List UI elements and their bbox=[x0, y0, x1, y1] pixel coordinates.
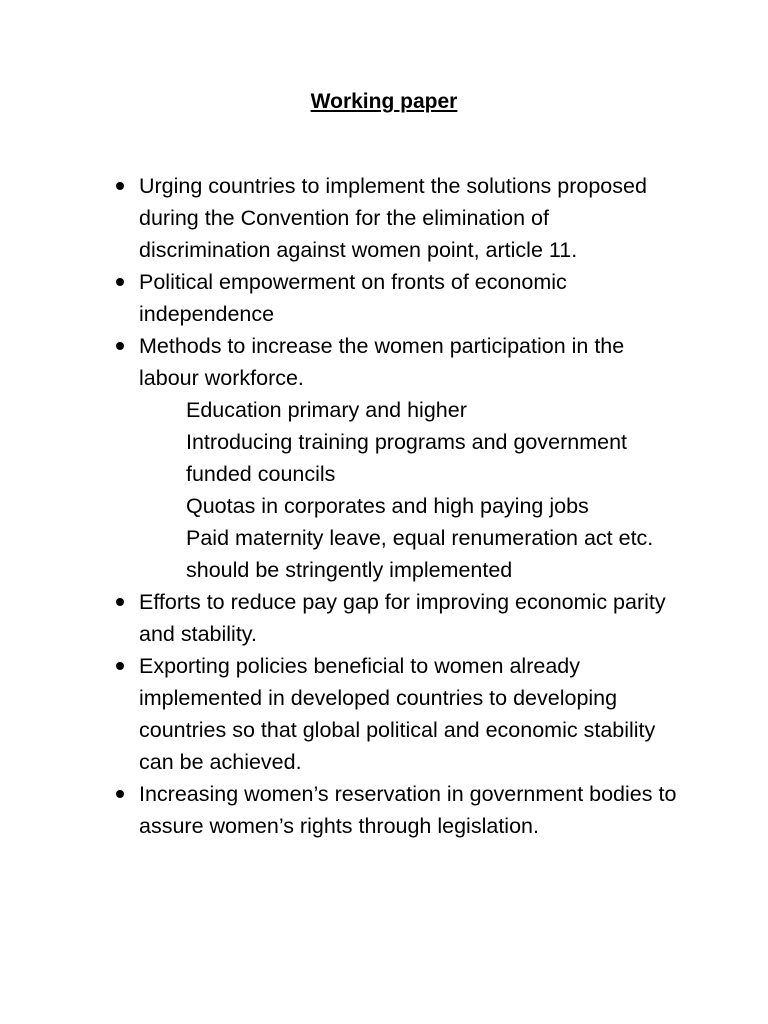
bullet-dot-icon bbox=[116, 790, 124, 798]
bullet-text: Political empowerment on fronts of economic independence bbox=[139, 270, 567, 326]
bullet-text: Urging countries to implement the solutions proposed during the Convention for the elimination of discrimination against women point, article 11. bbox=[139, 174, 647, 262]
bullet-text: Increasing women’s reservation in government bodies to assure women’s rights through legislation. bbox=[139, 782, 677, 838]
bullet-text: Exporting policies beneficial to women already implemented in developed countries to developing countries so that global political and economic stability can be achieved. bbox=[139, 654, 656, 774]
sub-item-quotas: Quotas in corporates and high paying jobs bbox=[186, 494, 589, 518]
bullet-dot-icon bbox=[116, 662, 124, 670]
bullet-item-reservation bbox=[139, 778, 684, 842]
bullet-dot-icon bbox=[116, 278, 124, 286]
bullet-list bbox=[139, 170, 684, 842]
bullet-item-pay-gap bbox=[139, 586, 684, 650]
bullet-item-political-empowerment bbox=[139, 266, 684, 330]
sub-list bbox=[139, 394, 684, 586]
bullet-dot-icon bbox=[116, 598, 124, 606]
bullet-text: Efforts to reduce pay gap for improving economic parity and stability. bbox=[139, 590, 666, 646]
bullet-item-women-participation bbox=[139, 330, 684, 586]
sub-item-education: Education primary and higher bbox=[186, 398, 467, 422]
bullet-item-countries-implement bbox=[139, 170, 684, 266]
sub-item-maternity-leave: Paid maternity leave, equal renumeration act etc. should be stringently implemented bbox=[186, 526, 654, 582]
bullet-item-exporting-policies bbox=[139, 650, 684, 778]
document-title: Working paper bbox=[310, 90, 458, 113]
bullet-text: Methods to increase the women participation in the labour workforce. bbox=[139, 334, 625, 390]
sub-item-training-programs: Introducing training programs and government funded councils bbox=[186, 430, 628, 486]
bullet-dot-icon bbox=[116, 182, 124, 190]
bullet-dot-icon bbox=[116, 342, 124, 350]
